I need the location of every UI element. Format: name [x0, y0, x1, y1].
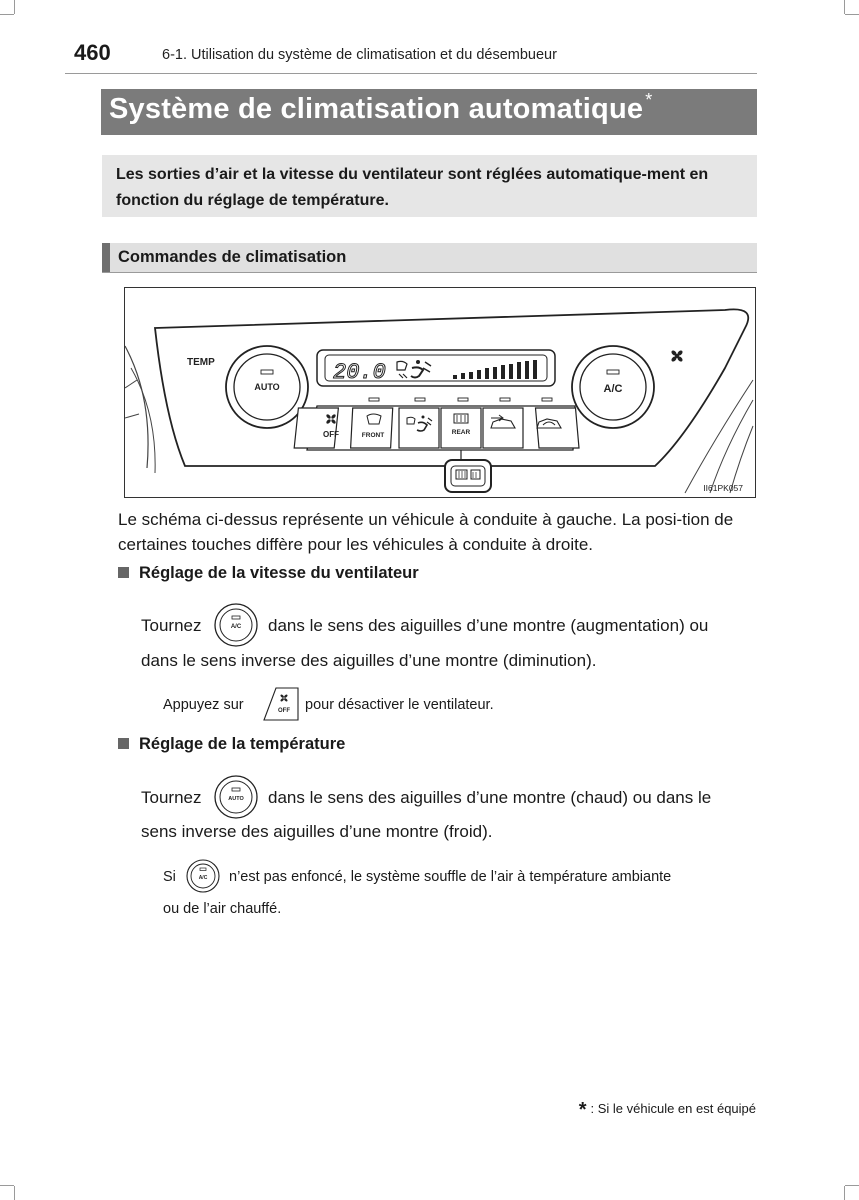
intro-box: [102, 155, 757, 217]
rear-defogger-callout: [445, 460, 491, 492]
ac-label: A/C: [603, 383, 623, 395]
ac-dial-icon: [212, 602, 262, 648]
dash-curve-left: [125, 346, 148, 468]
footnote: [579, 1096, 756, 1119]
crop-mark: [14, 0, 15, 14]
crop-mark: [844, 0, 845, 14]
temp-line-2: sens inverse des aiguilles d’une montre (froid).: [141, 822, 493, 841]
ac-dial-icon-small: [185, 858, 223, 894]
ac-dial-label: A/C: [230, 624, 242, 630]
fan-off-button[interactable]: [294, 408, 339, 448]
crop-mark: [845, 1185, 859, 1186]
page-title: [109, 90, 653, 126]
off-label: OFF: [323, 430, 339, 439]
ac-note-line-2: ou de l’air chauffé.: [163, 901, 282, 917]
fan-icon: [670, 349, 683, 362]
auto-dial-label: AUTO: [228, 796, 244, 802]
section-header: [102, 243, 757, 272]
crop-mark: [0, 1185, 14, 1186]
section-title: Commandes de climatisation: [118, 248, 347, 266]
title-asterisk: *: [645, 90, 653, 110]
crop-mark: [845, 14, 859, 15]
fan-line1-pre: Tournez: [141, 616, 202, 635]
button-indicators: [369, 398, 552, 401]
crop-mark: [844, 1186, 845, 1200]
fan-speed-heading: [118, 564, 419, 583]
temp-line-1-pre: Tournez: [141, 788, 202, 807]
rear-label: REAR: [451, 429, 471, 436]
control-panel-illustration: [125, 288, 755, 497]
section-rule: [102, 272, 757, 273]
auto-dial-icon: [212, 774, 262, 820]
page-number: 460: [74, 40, 111, 65]
fan-off-note-post: pour désactiver le ventilateur.: [305, 697, 494, 713]
front-defogger-button[interactable]: [351, 408, 393, 448]
temperature-heading: [118, 735, 345, 754]
off-key-label: OFF: [278, 708, 290, 714]
footnote-star: *: [578, 1099, 587, 1121]
page-title-text: Système de climatisation automatique: [109, 93, 644, 125]
fresh-air-button[interactable]: [483, 408, 523, 448]
fan-speed-line-2: dans le sens inverse des aiguilles d’une montre (diminution).: [141, 651, 597, 670]
climate-display: [317, 350, 555, 386]
ac-note-post: n’est pas enfoncé, le système souffle de l’air à température ambiante: [229, 869, 672, 885]
fan-off-note-pre: Appuyez sur: [163, 697, 244, 713]
footnote-text: : Si le véhicule en est équipé: [590, 1101, 756, 1116]
temperature-dial[interactable]: [226, 346, 308, 428]
rear-defogger-button[interactable]: [441, 408, 481, 448]
bullet-square: [118, 567, 129, 578]
crop-mark: [14, 1186, 15, 1200]
page-title-band: [101, 89, 757, 135]
temp-label: TEMP: [187, 357, 215, 368]
section-bar: [102, 243, 110, 272]
ac-note-pre: Si: [163, 869, 176, 885]
header-divider: [65, 73, 757, 74]
bullet-square: [118, 738, 129, 749]
auto-label: AUTO: [254, 382, 280, 392]
ac-dial-small-label: A/C: [198, 875, 208, 881]
display-temperature: 20.0: [333, 360, 386, 385]
dash-curve-right: [685, 380, 753, 493]
dash-tick: [125, 414, 139, 418]
temp-line-1-post: dans le sens des aiguilles d’une montre (chaud) ou dans le: [268, 788, 712, 807]
recirculation-button[interactable]: [535, 408, 578, 448]
off-key-icon: [262, 686, 300, 722]
figure-id: II61PK057: [703, 483, 743, 493]
front-label: FRONT: [361, 432, 385, 439]
lhd-note: Le schéma ci-dessus représente un véhicule à conduite à gauche. La posi-tion de certaines touches diffère pour les véhicules à conduite à droite.: [118, 510, 734, 554]
dash-curve-left-2: [131, 368, 155, 473]
intro-text: Les sorties d’air et la vitesse du ventilateur sont réglées automatique-ment en fonction du réglage de température.: [116, 166, 709, 209]
crop-mark: [0, 14, 14, 15]
fan-speed-line-1-post: dans le sens des aiguilles d’une montre (augmentation) ou: [268, 616, 709, 635]
chapter-title: 6-1. Utilisation du système de climatisation et du désembueur: [162, 47, 557, 63]
button-row: [294, 406, 579, 450]
fan-speed-dial[interactable]: [572, 346, 654, 428]
fan-speed-heading-text: Réglage de la vitesse du ventilateur: [139, 564, 419, 582]
temperature-heading-text: Réglage de la température: [139, 735, 346, 753]
control-panel-figure: [124, 287, 756, 498]
dash-tick: [125, 380, 137, 388]
airflow-mode-button[interactable]: [399, 408, 439, 448]
